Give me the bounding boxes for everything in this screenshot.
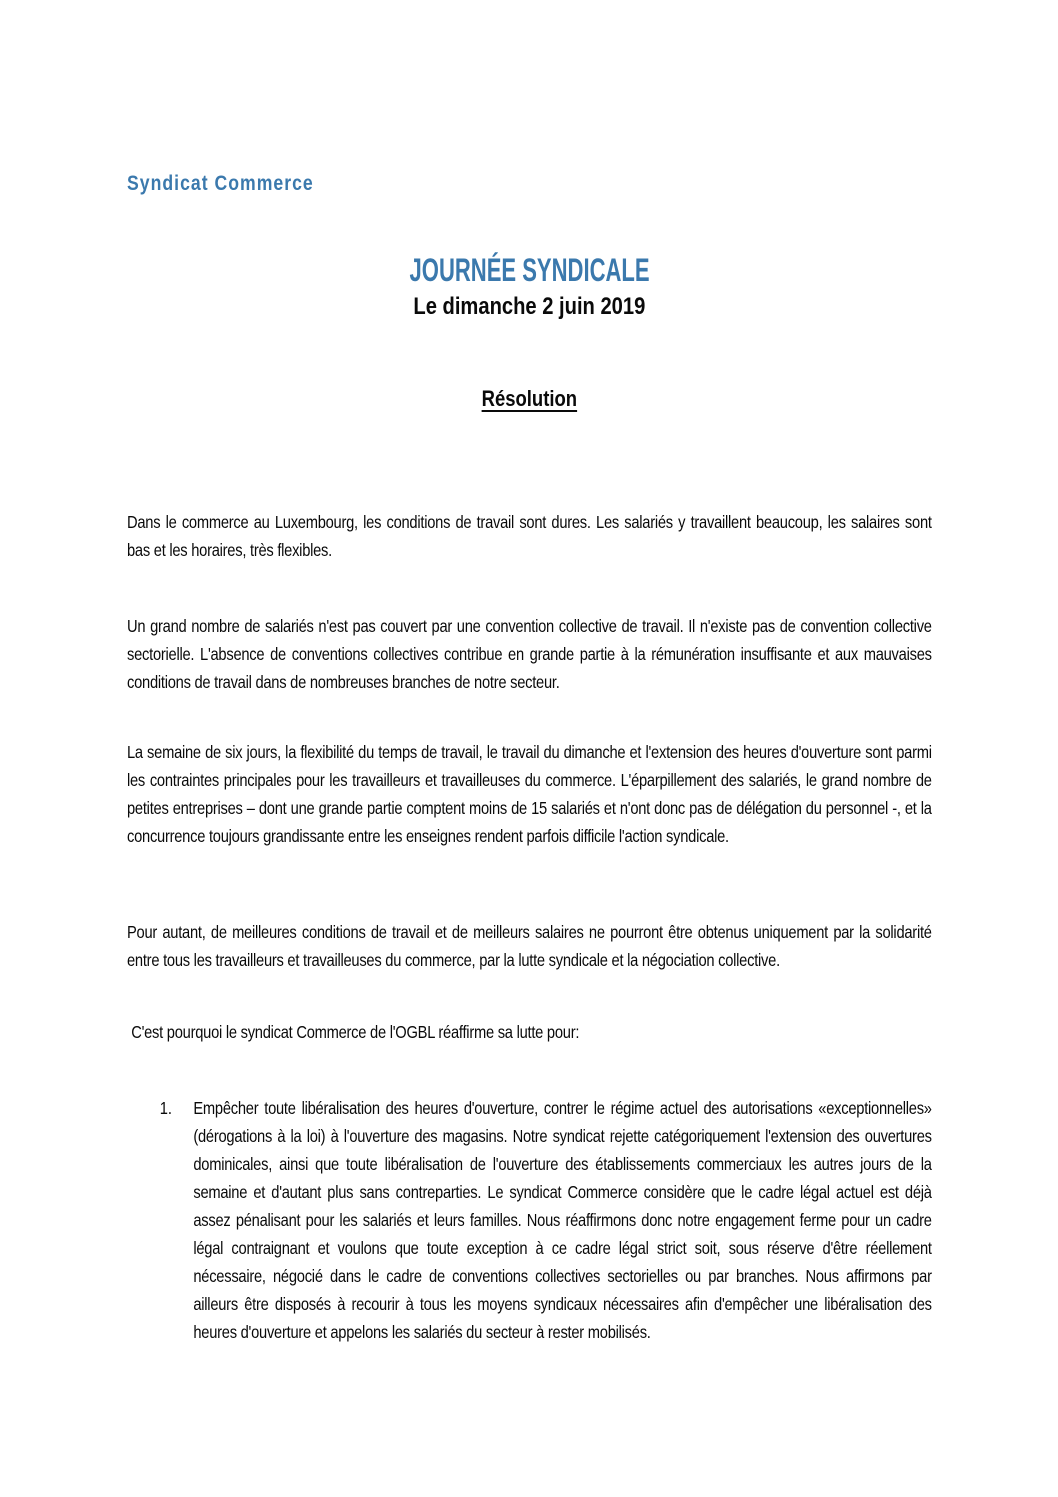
document-content [127,0,932,1497]
paragraph-working-conditions: Dans le commerce au Luxembourg, les conditions de travail sont dures. Les salariés y travaillent beaucoup, les salaires sont bas et les horaires, très flexibles. [127,512,932,560]
section-heading [127,386,932,412]
document-title-text: JOURNÉE SYNDICALE [409,252,650,288]
section-heading-text: Résolution [481,386,578,411]
document-title [127,252,932,288]
paragraph-solidarity: Pour autant, de meilleures conditions de travail et de meilleurs salaires ne pourront être obtenus uniquement par la solidarité entre tous les travailleurs et travailleuses du commerce, par la lutte syndicale et la négociation collective. [127,922,932,970]
numbered-list [127,1094,932,1346]
list-item-text: Empêcher toute libéralisation des heures d'ouverture, contrer le régime actuel des autorisations «exceptionnelles» (dérogations à la loi) à l'ouverture des magasins. Notre syndicat rejette catégoriquement l'extension des ouvertures dominicales, ainsi que toute libéralisation de l'ouverture des établissements commerciaux les autres jours de la semaine et d'autant plus sans contreparties. Le syndicat Commerce considère que le cadre légal actuel est déjà assez pénalisant pour les salariés et leurs familles. Nous réaffirmons donc notre engagement ferme pour un cadre légal contraignant et voulons que toute exception à ce cadre légal strict soit, sous réserve d'être réellement nécessaire, négocié dans le cadre de conventions collectives sectorielles ou par branches. Nous affirmons par ailleurs être disposés à recourir à tous les moyens syndicaux nécessaires afin d'empêcher une libéralisation des heures d'ouverture et appelons les salariés du secteur à rester mobilisés. [193,1098,932,1342]
paragraph-intro-list: C'est pourquoi le syndicat Commerce de l'OGBL réaffirme sa lutte pour: [131,1022,580,1042]
document-date: Le dimanche 2 juin 2019 [413,293,646,320]
paragraph-collective-agreements: Un grand nombre de salariés n'est pas couvert par une convention collective de travail. Il n'existe pas de convention collective sectorielle. L'absence de conventions collectives contribue en grande partie à la rémunération insuffisante et aux mauvaises conditions de travail dans de nombreuses branches de notre secteur. [127,616,932,692]
paragraph-constraints: La semaine de six jours, la flexibilité du temps de travail, le travail du dimanche et l'extension des heures d'ouverture sont parmi les contraintes principales pour les travailleurs et travailleuses du commerce. L'éparpillement des salariés, le grand nombre de petites entreprises – dont une grande partie comptent moins de 15 salariés et n'ont donc pas de délégation du personnel -, et la concurrence toujours grandissante entre les enseignes rendent parfois difficile l'action syndicale. [127,742,932,846]
organization-name: Syndicat Commerce [127,172,314,195]
list-item [127,1094,932,1346]
list-item-number: 1. [159,1098,173,1118]
